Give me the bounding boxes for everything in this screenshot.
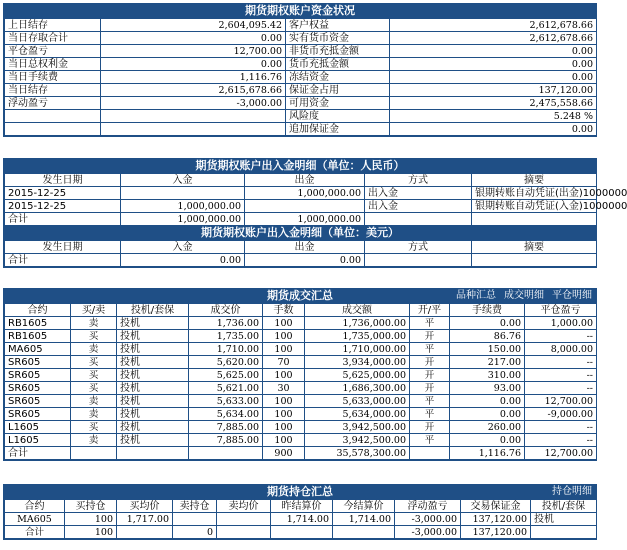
trades-cell: 217.00 (450, 356, 525, 369)
trades-cell: 93.00 (450, 382, 525, 395)
rmb-cell (365, 213, 472, 226)
trades-cell: 3,934,000.00 (305, 356, 410, 369)
right-value-cell: 0.00 (390, 123, 597, 136)
trades-cell: SR605 (5, 382, 71, 395)
trades-cell: RB1605 (5, 330, 71, 343)
rmb-cell: 1,000,000.00 (121, 213, 245, 226)
rmb-cell: 1,000,000.00 (245, 187, 365, 200)
rmb-header-row (5, 174, 597, 187)
usd-transfer-title: 期货期权账户出入金明细（单位：美元） (201, 226, 399, 239)
trade-row (5, 343, 597, 356)
trades-cell: 开 (410, 421, 450, 434)
trades-cell (71, 447, 117, 460)
left-label-cell: 当日结存 (5, 84, 101, 97)
trades-cell: 0.00 (450, 408, 525, 421)
trades-cell: 0.00 (450, 395, 525, 408)
positions-cell: 1,714.00 (333, 513, 395, 526)
trades-cell: 35,578,300.00 (305, 447, 410, 460)
trade-summary-title: 期货成交汇总 (267, 289, 333, 302)
status-row (5, 84, 597, 97)
trades-cell: 5,634.00 (189, 408, 263, 421)
positions-cell: 100 (65, 513, 117, 526)
trades-cell: 投机 (117, 317, 189, 330)
usd-header-cell: 发生日期 (5, 241, 121, 254)
trades-cell: SR605 (5, 395, 71, 408)
trades-cell: 1,736,000.00 (305, 317, 410, 330)
trades-cell (189, 447, 263, 460)
trades-cell: SR605 (5, 369, 71, 382)
status-row (5, 32, 597, 45)
right-label-cell: 货币充抵金额 (286, 58, 390, 71)
positions-summary-links (544, 485, 592, 499)
trades-cell: 买 (71, 356, 117, 369)
positions-cell (117, 526, 173, 539)
positions-cell: 1,714.00 (271, 513, 333, 526)
trades-cell: 平 (410, 434, 450, 447)
trades-cell: 0.00 (450, 434, 525, 447)
positions-cell (173, 513, 217, 526)
trades-cell: 投机 (117, 330, 189, 343)
left-label-cell: 浮动盈亏 (5, 97, 101, 110)
trades-cell: SR605 (5, 356, 71, 369)
trade-row (5, 408, 597, 421)
status-row (5, 123, 597, 136)
trades-cell: -- (525, 330, 597, 343)
position-row (5, 526, 597, 539)
positions-summary-table (4, 499, 597, 539)
trades-cell: 投机 (117, 395, 189, 408)
trade-summary-links (448, 289, 592, 303)
trades-cell: 150.00 (450, 343, 525, 356)
right-value-cell: 0.00 (390, 45, 597, 58)
trades-cell: -- (525, 382, 597, 395)
usd-cell: 0.00 (121, 254, 245, 267)
positions-header-cell: 买均价 (117, 500, 173, 513)
positions-cell (531, 526, 597, 539)
rmb-cell: 1,000,000.00 (121, 200, 245, 213)
positions-cell: -3,000.00 (395, 526, 461, 539)
trades-cell: 开 (410, 330, 450, 343)
rmb-cell: 合计 (5, 213, 121, 226)
trades-cell: MA605 (5, 343, 71, 356)
left-label-cell: 当日存取合计 (5, 32, 101, 45)
rmb-cell: 出入金 (365, 200, 472, 213)
positions-summary-header (4, 485, 596, 499)
trades-cell: 投机 (117, 382, 189, 395)
trades-cell: 1,735.00 (189, 330, 263, 343)
trades-header-cell: 买/卖 (71, 304, 117, 317)
trades-cell: 开 (410, 382, 450, 395)
usd-cell (472, 254, 597, 267)
positions-cell: 0 (173, 526, 217, 539)
trades-cell: 投机 (117, 434, 189, 447)
trades-cell: 5,634,000.00 (305, 408, 410, 421)
trades-cell: 合计 (5, 447, 71, 460)
rmb-transfer-table (4, 173, 627, 226)
position-row (5, 513, 597, 526)
left-value-cell: 2,615,678.66 (101, 84, 286, 97)
trades-cell: 1,710.00 (189, 343, 263, 356)
positions-header-cell: 昨结算价 (271, 500, 333, 513)
usd-cell: 合计 (5, 254, 121, 267)
trades-cell: 平 (410, 343, 450, 356)
positions-cell: 合计 (5, 526, 65, 539)
positions-summary-section (3, 484, 597, 540)
trades-cell: 900 (263, 447, 305, 460)
trade-row (5, 317, 597, 330)
trades-cell (410, 447, 450, 460)
trades-cell: 100 (263, 330, 305, 343)
trades-cell: 卖 (71, 434, 117, 447)
rmb-cell: 2015-12-25 (5, 200, 121, 213)
trade-row (5, 356, 597, 369)
rmb-cell (121, 187, 245, 200)
trades-cell: 5,633.00 (189, 395, 263, 408)
usd-cell: 0.00 (245, 254, 365, 267)
trades-cell: 卖 (71, 395, 117, 408)
trades-header-row (5, 304, 597, 317)
right-label-cell: 风险度 (286, 110, 390, 123)
rmb-cell: 银期转账自动凭证(出金)1000000 (472, 187, 597, 200)
trades-cell: -- (525, 421, 597, 434)
trade-row (5, 447, 597, 460)
trade-row (5, 421, 597, 434)
status-row (5, 58, 597, 71)
trades-cell: 1,686,300.00 (305, 382, 410, 395)
usd-header-row (5, 241, 597, 254)
positions-cell: 137,120.00 (461, 513, 531, 526)
left-label-cell: 当日总权利金 (5, 58, 101, 71)
rmb-transfer-row (5, 200, 597, 213)
right-value-cell: 2,612,678.66 (390, 32, 597, 45)
trades-cell: 投机 (117, 343, 189, 356)
trades-header-cell: 手续费 (450, 304, 525, 317)
trades-link[interactable]: 平仓明细 (552, 290, 592, 301)
right-value-cell: 0.00 (390, 71, 597, 84)
usd-transfer-table (4, 240, 597, 267)
trades-cell: -- (525, 356, 597, 369)
trade-summary-header (4, 289, 596, 303)
trades-cell: 5,625,000.00 (305, 369, 410, 382)
left-value-cell (101, 110, 286, 123)
trades-cell: 100 (263, 369, 305, 382)
trades-cell (117, 447, 189, 460)
right-label-cell: 客户权益 (286, 19, 390, 32)
trades-cell: 开 (410, 356, 450, 369)
rmb-cell (472, 213, 597, 226)
left-label-cell: 上日结存 (5, 19, 101, 32)
left-label-cell (5, 123, 101, 136)
trades-cell: 平 (410, 395, 450, 408)
positions-header-row (5, 500, 597, 513)
right-value-cell: 137,120.00 (390, 84, 597, 97)
rmb-cell: 2015-12-25 (5, 187, 121, 200)
trades-cell: 平 (410, 408, 450, 421)
usd-header-cell: 出金 (245, 241, 365, 254)
left-value-cell (101, 123, 286, 136)
right-value-cell: 2,612,678.66 (390, 19, 597, 32)
trade-row (5, 395, 597, 408)
right-value-cell: 2,475,558.66 (390, 97, 597, 110)
positions-cell: MA605 (5, 513, 65, 526)
right-label-cell: 冻结资金 (286, 71, 390, 84)
trades-cell: RB1605 (5, 317, 71, 330)
positions-header-cell: 卖持仓 (173, 500, 217, 513)
trades-cell: 5,633,000.00 (305, 395, 410, 408)
trades-cell: 100 (263, 421, 305, 434)
positions-cell: 1,717.00 (117, 513, 173, 526)
trades-cell: 投机 (117, 421, 189, 434)
usd-header-cell: 方式 (365, 241, 472, 254)
rmb-cell: 1,000,000.00 (245, 213, 365, 226)
trades-cell: 1,116.76 (450, 447, 525, 460)
trades-cell: 5,620.00 (189, 356, 263, 369)
left-value-cell: 2,604,095.42 (101, 19, 286, 32)
usd-header-cell: 摘要 (472, 241, 597, 254)
trades-cell: 投机 (117, 408, 189, 421)
right-label-cell: 非货币充抵金额 (286, 45, 390, 58)
status-row (5, 45, 597, 58)
right-label-cell: 追加保证金 (286, 123, 390, 136)
usd-header-cell: 入金 (121, 241, 245, 254)
account-status-title: 期货期权账户资金状况 (245, 4, 355, 17)
positions-summary-title: 期货持仓汇总 (267, 485, 333, 498)
left-value-cell: -3,000.00 (101, 97, 286, 110)
left-label-cell: 平仓盈亏 (5, 45, 101, 58)
rmb-header-cell: 发生日期 (5, 174, 121, 187)
trades-cell: -- (525, 434, 597, 447)
left-value-cell: 0.00 (101, 58, 286, 71)
right-value-cell: 5.248 % (390, 110, 597, 123)
trade-summary-table (4, 303, 597, 460)
positions-cell (333, 526, 395, 539)
trades-cell: 5,621.00 (189, 382, 263, 395)
trades-cell: 260.00 (450, 421, 525, 434)
status-row (5, 71, 597, 84)
status-row (5, 97, 597, 110)
status-row (5, 110, 597, 123)
trades-cell: 买 (71, 382, 117, 395)
positions-cell: 100 (65, 526, 117, 539)
rmb-transfer-title: 期货期权账户出入金明细（单位：人民币） (195, 159, 405, 172)
trades-cell: 卖 (71, 343, 117, 356)
trades-header-cell: 成交额 (305, 304, 410, 317)
trades-cell: 1,735,000.00 (305, 330, 410, 343)
trades-cell: 1,710,000.00 (305, 343, 410, 356)
trades-cell: 7,885.00 (189, 434, 263, 447)
account-status-table (4, 18, 597, 136)
positions-cell: 137,120.00 (461, 526, 531, 539)
usd-transfer-row (5, 254, 597, 267)
trades-header-cell: 开/平 (410, 304, 450, 317)
positions-header-cell: 交易保证金 (461, 500, 531, 513)
right-label-cell: 可用资金 (286, 97, 390, 110)
trades-cell: 投机 (117, 356, 189, 369)
trades-header-cell: 合约 (5, 304, 71, 317)
trades-cell: 100 (263, 434, 305, 447)
positions-header-cell: 投机/套保 (531, 500, 597, 513)
rmb-cell (245, 200, 365, 213)
trades-cell: 3,942,500.00 (305, 421, 410, 434)
positions-cell (217, 526, 271, 539)
left-value-cell: 12,700.00 (101, 45, 286, 58)
trades-cell: 0.00 (450, 317, 525, 330)
trades-link[interactable]: 成交明细 (504, 290, 544, 301)
trades-cell: 开 (410, 369, 450, 382)
trades-cell: -- (525, 369, 597, 382)
rmb-header-cell: 出金 (245, 174, 365, 187)
trades-cell: 平 (410, 317, 450, 330)
rmb-transfer-section (3, 158, 627, 268)
positions-cell: -3,000.00 (395, 513, 461, 526)
trades-cell: 7,885.00 (189, 421, 263, 434)
right-label-cell: 实有货币资金 (286, 32, 390, 45)
positions-link[interactable]: 持仓明细 (552, 486, 592, 497)
positions-header-cell: 卖均价 (217, 500, 271, 513)
trades-cell: 100 (263, 395, 305, 408)
trades-cell: 买 (71, 330, 117, 343)
trades-cell: 86.76 (450, 330, 525, 343)
right-label-cell: 保证金占用 (286, 84, 390, 97)
trade-row (5, 330, 597, 343)
right-value-cell: 0.00 (390, 58, 597, 71)
trades-cell: 1,000.00 (525, 317, 597, 330)
trades-cell: 卖 (71, 408, 117, 421)
rmb-cell: 银期转账自动凭证(入金)1000000 (472, 200, 597, 213)
trades-cell: -9,000.00 (525, 408, 597, 421)
trades-header-cell: 平仓盈亏 (525, 304, 597, 317)
rmb-cell: 出入金 (365, 187, 472, 200)
rmb-transfer-row (5, 213, 597, 226)
positions-header-cell: 合约 (5, 500, 65, 513)
left-label-cell: 当日手续费 (5, 71, 101, 84)
rmb-header-cell: 方式 (365, 174, 472, 187)
trades-cell: 12,700.00 (525, 395, 597, 408)
trade-summary-section (3, 288, 597, 461)
trades-cell: 卖 (71, 317, 117, 330)
trades-link[interactable]: 品种汇总 (456, 290, 496, 301)
trades-cell: 310.00 (450, 369, 525, 382)
left-value-cell: 1,116.76 (101, 71, 286, 84)
usd-cell (365, 254, 472, 267)
trades-cell: L1605 (5, 421, 71, 434)
trades-cell: L1605 (5, 434, 71, 447)
trades-cell: 5,625.00 (189, 369, 263, 382)
trades-cell: 3,942,500.00 (305, 434, 410, 447)
trades-cell: 100 (263, 408, 305, 421)
trades-cell: 投机 (117, 369, 189, 382)
positions-header-cell: 买持仓 (65, 500, 117, 513)
trades-cell: 100 (263, 343, 305, 356)
trades-header-cell: 手数 (263, 304, 305, 317)
rmb-header-cell: 摘要 (472, 174, 597, 187)
status-row (5, 19, 597, 32)
positions-header-cell: 今结算价 (333, 500, 395, 513)
trades-header-cell: 成交价 (189, 304, 263, 317)
trades-cell: 买 (71, 421, 117, 434)
trades-header-cell: 投机/套保 (117, 304, 189, 317)
positions-cell (271, 526, 333, 539)
trades-cell: 买 (71, 369, 117, 382)
account-status-section (3, 3, 597, 137)
trades-cell: 1,736.00 (189, 317, 263, 330)
trades-cell: 12,700.00 (525, 447, 597, 460)
left-value-cell: 0.00 (101, 32, 286, 45)
trades-cell: 8,000.00 (525, 343, 597, 356)
trades-cell: 30 (263, 382, 305, 395)
positions-cell: 投机 (531, 513, 597, 526)
trades-cell: 100 (263, 317, 305, 330)
trade-row (5, 369, 597, 382)
positions-header-cell: 浮动盈亏 (395, 500, 461, 513)
positions-cell (217, 513, 271, 526)
trades-cell: 70 (263, 356, 305, 369)
rmb-transfer-row (5, 187, 597, 200)
trades-cell: SR605 (5, 408, 71, 421)
trade-row (5, 382, 597, 395)
rmb-header-cell: 入金 (121, 174, 245, 187)
trade-row (5, 434, 597, 447)
left-label-cell (5, 110, 101, 123)
